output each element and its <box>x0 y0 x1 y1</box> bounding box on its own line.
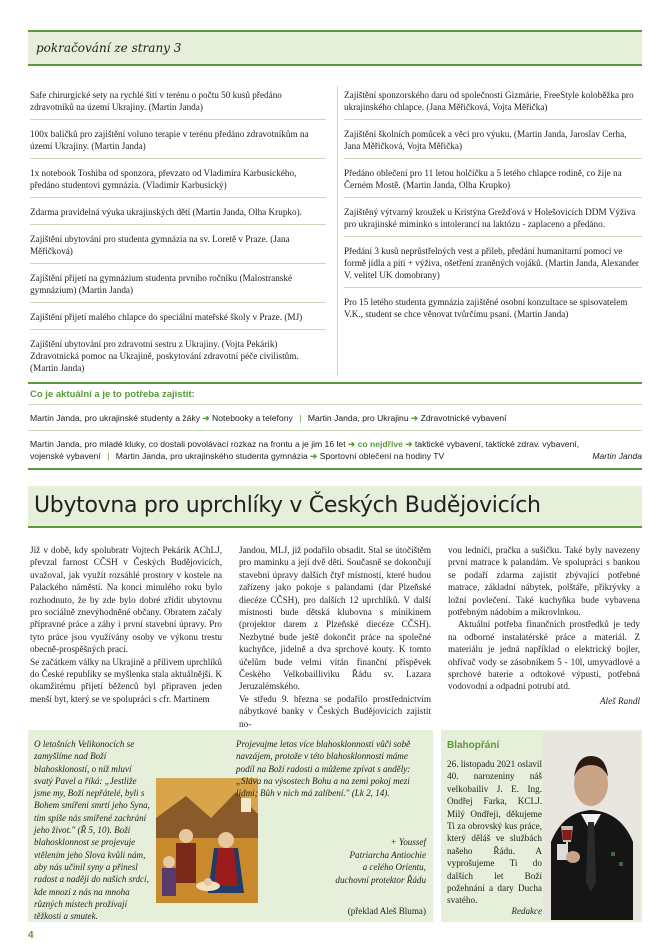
list-item: Předáno oblečení pro 11 letou holčičku a 5 letého chlapce rodině, co žije na Černém Mostě. (Martin Janda, Olha Krupko) <box>344 164 642 198</box>
arrow-icon: ➔ <box>411 413 419 423</box>
easter-signature <box>268 836 426 886</box>
signer-role: Patriarcha Antiochie <box>349 849 426 860</box>
column-divider <box>337 86 338 376</box>
easter-text-left: O letošních Velikonocích se zamyšlíme nad Boží blahoskloností, o níž mluví svatý Pavel a říká: „Jestliže jsme my, Boží nepřátelé, byli s Bohem smířeni smrtí jeho Syna, tím spíše nás smířené zachrání jeho život." (Ř 5, 10). Boží blahosklonnost se projevuje vtělením jeho Slova kvůli nám, aby nás učinil syny a přinesl radost a naději do našich srdcí, kde mnozí z nás na mnoha různých místech prožívají těžkosti a smutek. <box>34 739 150 922</box>
divider <box>28 404 642 405</box>
birthday-title: Blahopřání <box>447 740 500 751</box>
need-item: Notebooky a telefony <box>212 413 293 423</box>
list-item: 100x balíčků pro zajištění voluno terapie v terénu předáno zdravotníkům na území Ukrajiny. (Martin Janda) <box>30 125 326 159</box>
article-column-3 <box>448 544 640 707</box>
need-item: Zdravotnické vybavení <box>420 413 507 423</box>
need-item: Sportovní oblečení na hodiny TV <box>319 451 445 461</box>
divider <box>28 430 642 431</box>
list-item: Zajištěný výtvarný kroužek u Kristýna Grežďová v Holešovicích DDM Výživa pro ukrajinské miminko s intolerancí na laktózu - zaplaceno a předáno. <box>344 203 642 237</box>
easter-text-right: Projevujme letos více blahosklonnosti vůči sobě navzájem, protože v této blahosklonnosti máme podíl na Boží radosti a můžeme zpívat s anděly: „Sláva na výsostech Bohu a na zemi pokoj mezi lidmi; Bůh v nich má zalíbení." (Lk 2, 14). <box>236 739 411 799</box>
need-requester: Martin Janda, pro Ukrajinu <box>307 413 409 423</box>
article-column-1 <box>30 544 222 705</box>
article-column-2 <box>239 544 431 730</box>
section-rule <box>28 382 642 384</box>
birthday-text: 26. listopadu 2021 oslavil 40. narozeniny náš velkobailiv J. E. Ing. Ondřej Farka, KCLJ. Milý Ondřeji, děkujeme Ti za obrovský kus práce, který děláš ve službách našeho Řádu. A vyprošujeme Ti do dalších let Boží požehnání a dary Ducha svatého. <box>447 759 542 906</box>
list-item: Zajištění přijetí malého chlapce do speciální mateřské školy v Praze. (MJ) <box>30 308 326 330</box>
continued-label: pokračování ze strany 3 <box>36 41 182 55</box>
list-item: Zajištění ubytování pro zdravotní sestru z Ukrajiny. (Vojta Pekárik) Zdravotnická pomoc na Ukrajině, poskytování zdravotní péče civilistům. (Martin Janda) <box>30 339 299 373</box>
translation-note: (překlad Aleš Bluma) <box>347 906 426 916</box>
list-item: Zajištění školních pomůcek a věcí pro výuku. (Martin Janda, Jaroslav Cerha, Jana Měřičková, Vojta Měřička) <box>344 125 642 159</box>
list-item: Zajištění sponzorského daru od společnosti Gizmárie, FreeStyle koloběžka pro ukrajinského chlapce. (Jana Měřičková, Vojta Měřička) <box>344 86 642 120</box>
signer-name: + Youssef <box>390 837 426 847</box>
signer-role: duchovní protektor Řádu <box>335 874 426 885</box>
continued-header <box>28 30 642 66</box>
list-item: 1x notebook Toshiba od sponzora, převzato od Vladimíra Karbusického, předáno studentovi gymnázia. (Vladimír Karbusický) <box>30 164 326 198</box>
paragraph: Se začátkem války na Ukrajině a přílivem uprchlíků do České republiky se myšlenka stala aktuálnější. K okamžitému přijetí běženců byl připraven jeden menší byt, který se ve spolupráci s cfr. Martinem <box>30 656 222 704</box>
paragraph: vou ledničí, pračku a sušičku. Také byly navezeny první matrace k palandám. Ve spolupráci s bankou se podaří zdarma zajistit zbývající potřebné matrace, základní nábytek, polštáře, přikrývky a ložní povlečení. Také kuchyňka bude vybavena potřebným nádobím a mikrovlnkou. <box>448 545 640 618</box>
need-requester: Martin Janda, pro ukrajinské studenty a žáky <box>30 413 201 423</box>
need-requester: Martin Janda, pro mladé kluky, co dostali povolávací rozkaz na frontu a je jim 16 let <box>30 439 346 449</box>
paragraph: Již v době, kdy spolubratr Vojtech Pekárik AChLJ, převzal farnost CČSH v Českých Budějovicích, uvažoval, jak využít rozsáhlé prostory v kostele na Palackého náměstí. Na konci minulého roku bylo rozhodnuto, že by zde bylo dobré zřídit ubytovnu pro sociálně znevýhodněné občany. Obratem začaly přípravné práce a záhy i první stavební úpravy. Pro tyto práce jsou využívány osoby ve výkonu trestu obecně-prospěšných prací. <box>30 545 222 655</box>
need-requester: Martin Janda, pro ukrajinského studenta gymnázia <box>115 451 308 461</box>
list-item: Zajištění ubytování pro studenta gymnázia na sv. Loretě v Praze. (Jana Měřičková) <box>30 230 326 264</box>
needs-row-1 <box>30 412 642 424</box>
birthday-box <box>441 730 642 922</box>
separator: | <box>299 413 302 423</box>
paragraph: Aktuální potřeba finančních prostředků je tedy na odborné instalatérské práce a materiál. Z materiálu je jedná například o elektrický bojler, ohřívač vody se zásobníkem 5 - 10l, umyvadlové a sprchové baterie a odtokové výpusti, potřebná vodovodní a odpadní potrubí atd. <box>448 619 640 692</box>
list-item: Zdarma pravidelná výuka ukrajinských dětí (Martin Janda, Olha Krupko). <box>30 203 326 225</box>
arrow-icon: ➔ <box>310 451 318 461</box>
needs-title: Co je aktuální a je to potřeba zajistit: <box>30 389 195 400</box>
section-rule <box>28 468 642 470</box>
help-list-right <box>344 86 642 331</box>
page-number: 4 <box>28 930 34 941</box>
easter-message-box <box>28 730 433 922</box>
needs-row-2 <box>30 438 642 462</box>
list-item: Předání 3 kusů neprůstřelných vest a přileb, předání humanitarní pomoci ve formě jídla a pití + výživa, ošetření zraněných vojáků. (Martin Janda, Alexander V. velitel UK domobrany) <box>344 242 642 288</box>
arrow-icon: ➔ <box>202 413 210 423</box>
portrait-photo <box>543 732 640 920</box>
list-item: Safe chirurgické sety na rychlé šití v terénu o počtu 50 kusů předáno zdravotníků na území Ukrajiny. (Martin Janda) <box>30 86 326 120</box>
list-item: Zajištění přijetí na gymnázium studenta prvního ročníku (Malostranské gymnázium) (Martin Janda) <box>30 269 326 303</box>
need-item: taktické vybavení, taktické zdrav. vybavení, <box>414 439 580 449</box>
paragraph: Jandou, MLJ, již podařilo obsadit. Stal se útočištěm pro maminku a její dvě děti. Současně se dokončují stavební úpravy dalších čtyř místností, které budou zařízeny jako pokoje s palandami (dar Plzeňské diecéze CČSH), pro dalších 12 uprchlíků. V další místnosti bude dětská klubovna s minikinem (projektor darem z Plzeňské diecéze CČSH). Nezbytné bude ještě dokončit práce na společné kuchyňce, jídelně a dva sprchové kouty. K tomto účelům bude velmi vítán finanční příspěvek Českého Velkobailliviku Řádu sv. Lazara Jeruzalémského. <box>239 545 431 692</box>
needs-signature: Martin Janda <box>592 451 642 461</box>
article-signature: Aleš Randl <box>599 695 640 706</box>
paragraph: Ve středu 9. března se podařilo prostřednictvím nábytkové banky v Českých Budějovicích zajistit no- <box>239 693 431 729</box>
article-title: Ubytovna pro uprchlíky v Českých Budějovicích <box>34 493 541 518</box>
signer-role: a celého Orientu, <box>362 862 426 872</box>
help-list-left <box>30 86 326 385</box>
separator: | <box>107 451 110 461</box>
arrow-icon: ➔ <box>347 439 356 449</box>
article-title-box <box>28 486 642 528</box>
urgent-label: co nejdříve <box>357 439 403 449</box>
arrow-icon: ➔ <box>405 439 413 449</box>
list-item: Pro 15 letého studenta gymnázia zajištěné osobní konzultace se spisovatelem V.K., student se chce věnovat tvůrčímu psaní. (Martin Janda) <box>344 297 628 319</box>
need-item: vojenské vybavení <box>30 451 101 461</box>
birthday-signature: Redakce <box>511 906 542 916</box>
